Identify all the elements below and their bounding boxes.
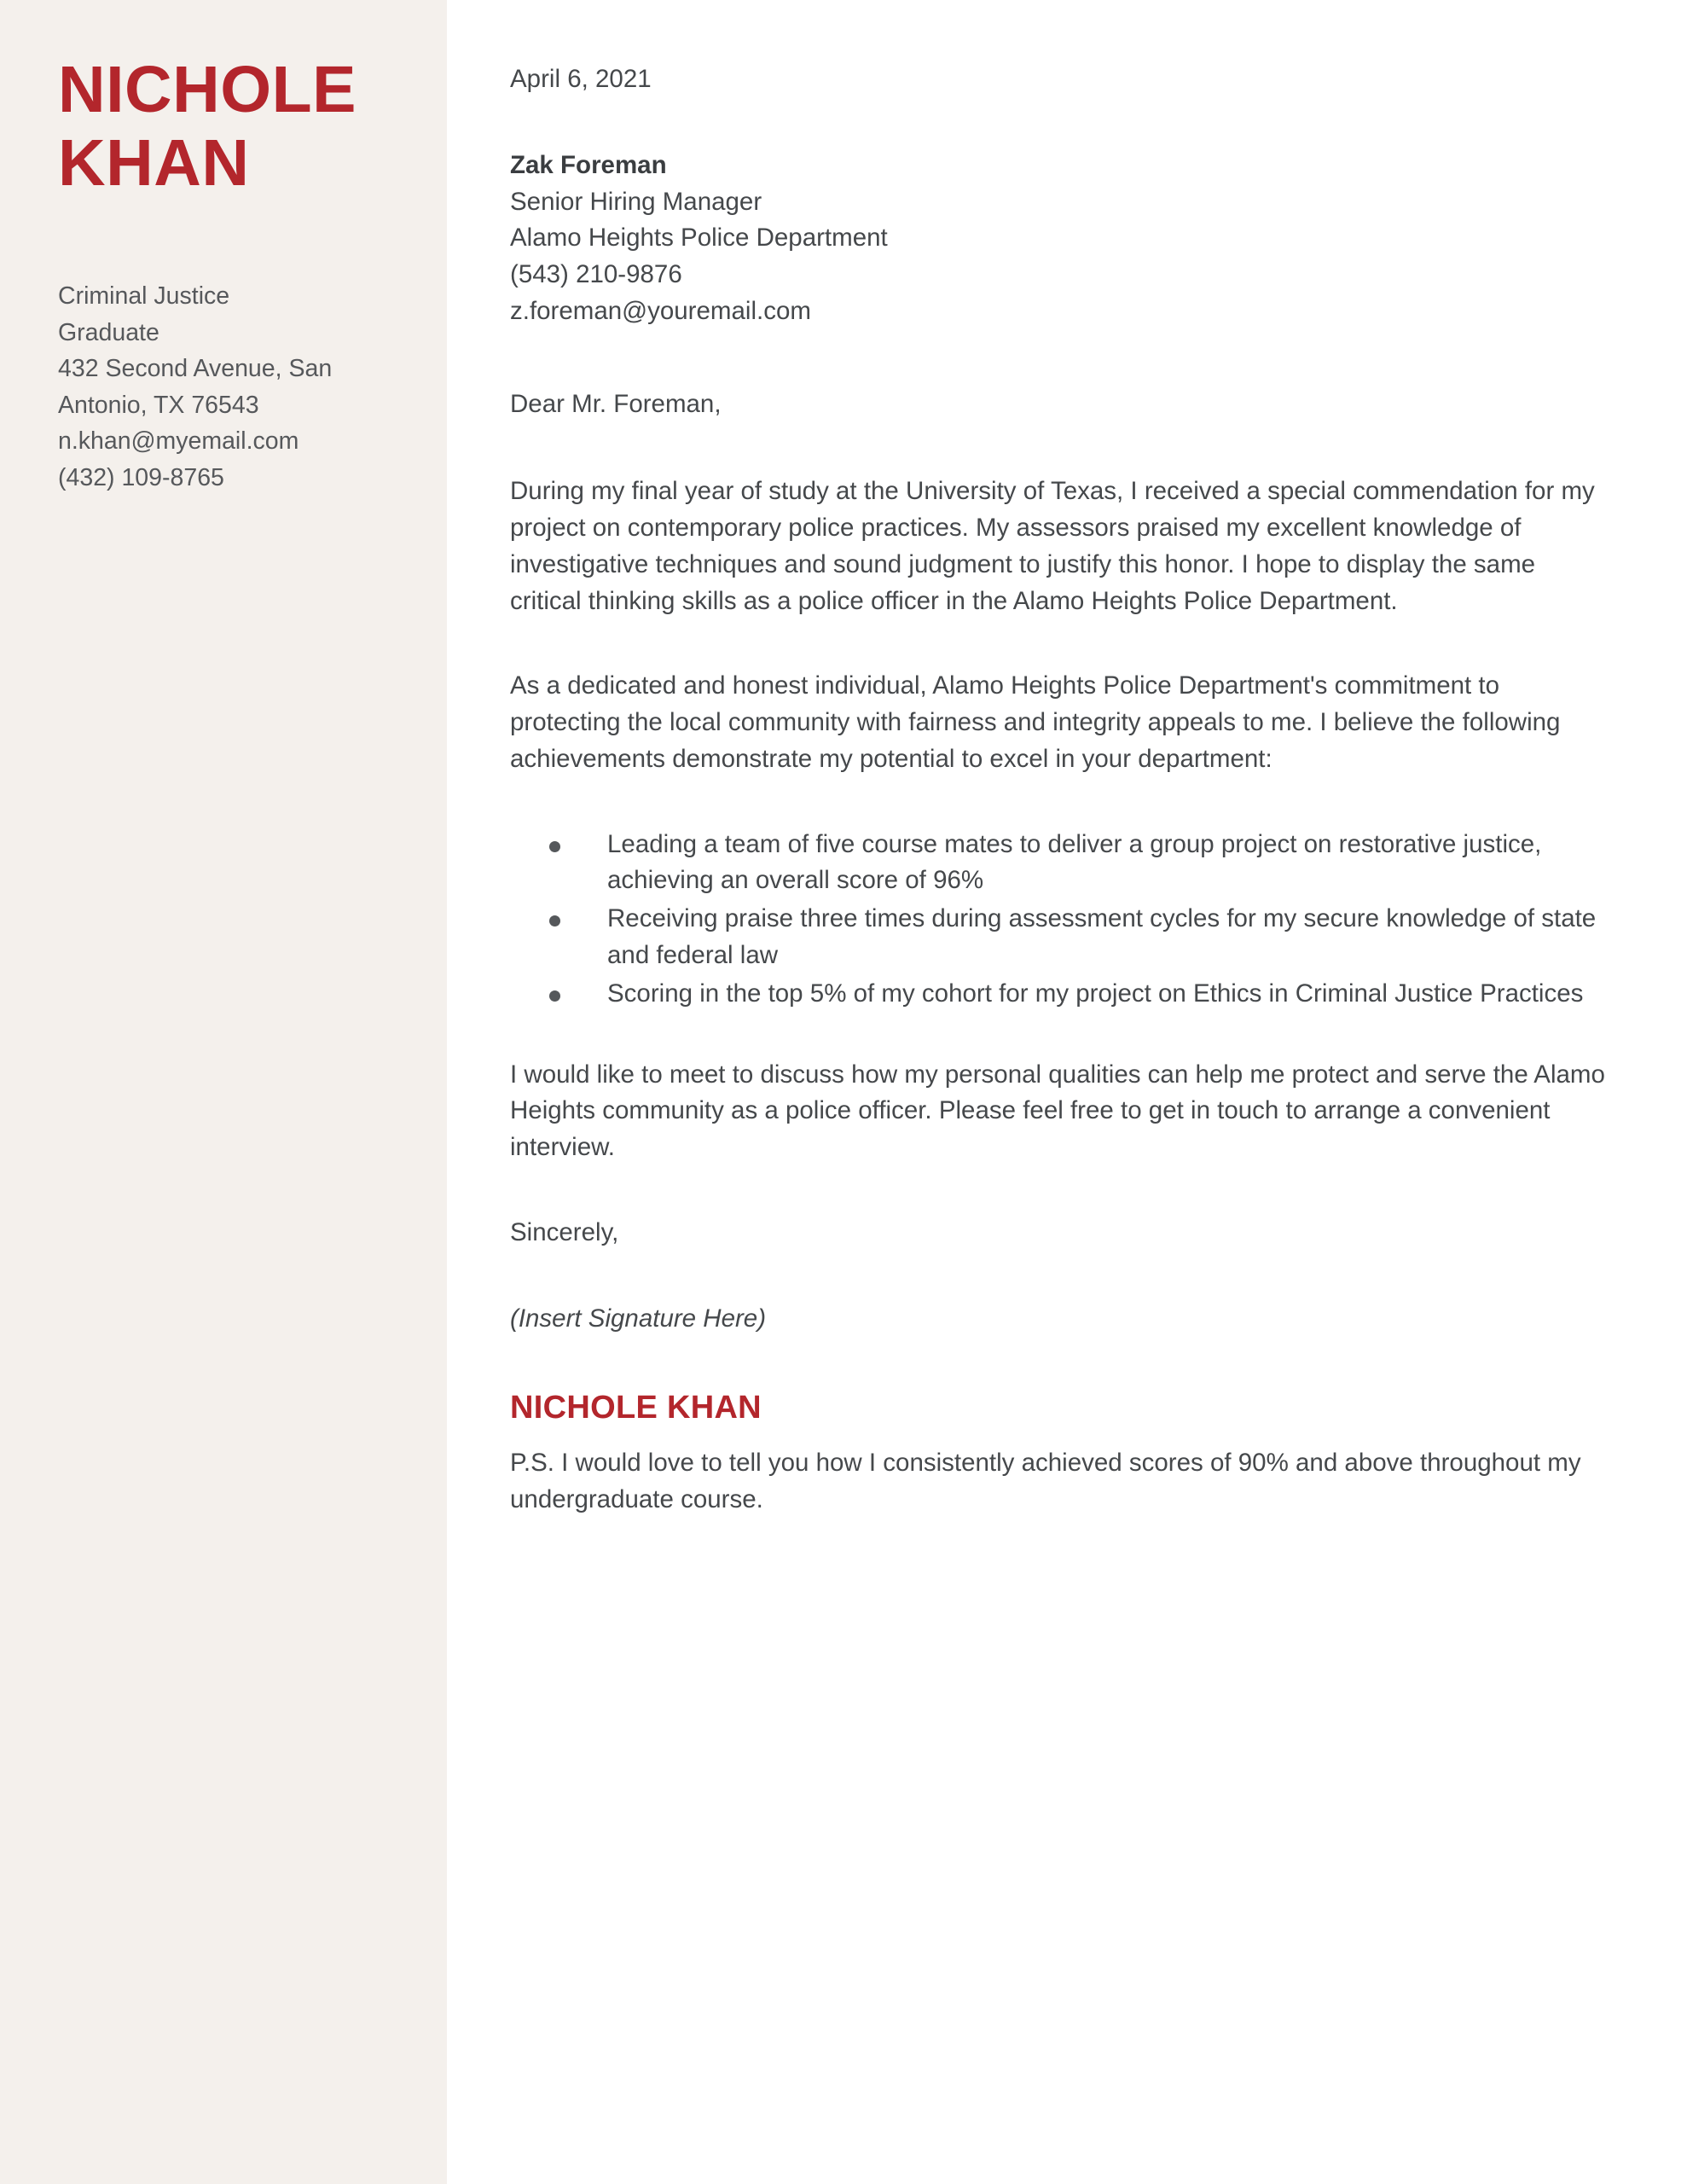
applicant-address-line-2: Antonio, TX 76543 xyxy=(58,391,259,419)
list-item xyxy=(510,827,1610,900)
applicant-title-line-2: Graduate xyxy=(58,318,159,346)
signoff-name: NICHOLE KHAN xyxy=(510,1390,762,1426)
recipient-name: Zak Foreman xyxy=(510,150,667,179)
bullet-icon xyxy=(549,915,560,926)
body-paragraph-1: During my final year of study at the University of Texas, I received a special commendation for my project on contemporary police practices. My assessors praised my excellent knowledge of investigative techniques and sound judgment to justify this honor. I hope to display the same critical thinking skills as a police officer in the Alamo Heights Police Department. xyxy=(510,477,1595,615)
list-item xyxy=(510,976,1610,1013)
applicant-phone: (432) 109-8765 xyxy=(58,463,224,491)
bullet-icon xyxy=(549,841,560,852)
applicant-name xyxy=(58,53,409,200)
applicant-last-name: KHAN xyxy=(58,126,250,200)
salutation: Dear Mr. Foreman, xyxy=(510,389,722,418)
achievement-text: Receiving praise three times during assessment cycles for my secure knowledge of state and federal law xyxy=(607,904,1597,970)
recipient-block xyxy=(510,148,1610,330)
achievement-text: Scoring in the top 5% of my cohort for my project on Ethics in Criminal Justice Practices xyxy=(607,979,1584,1008)
recipient-organization: Alamo Heights Police Department xyxy=(510,224,888,253)
achievement-text: Leading a team of five course mates to deliver a group project on restorative justice, achieving an overall score of 96% xyxy=(607,829,1542,895)
achievements-list xyxy=(510,827,1610,1013)
letter-date: April 6, 2021 xyxy=(510,65,652,93)
recipient-phone: (543) 210-9876 xyxy=(510,260,682,289)
applicant-address-line-1: 432 Second Avenue, San xyxy=(58,355,333,383)
list-item xyxy=(510,901,1610,974)
body-paragraph-2: As a dedicated and honest individual, Alamo Heights Police Department's commitment to protecting the local community with fairness and integrity appeals to me. I believe the following achievements demonstrate my potential to excel in your department: xyxy=(510,671,1561,773)
signoff-text: Sincerely, xyxy=(510,1217,619,1246)
bullet-icon xyxy=(549,990,560,1002)
recipient-email: z.foreman@youremail.com xyxy=(510,296,811,325)
signature-placeholder: (Insert Signature Here) xyxy=(510,1304,767,1333)
sidebar xyxy=(0,0,447,2184)
applicant-first-name: NICHOLE xyxy=(58,53,357,126)
applicant-contact-block xyxy=(58,278,409,496)
applicant-email: n.khan@myemail.com xyxy=(58,427,299,456)
postscript: P.S. I would love to tell you how I consistently achieved scores of 90% and above throughout my undergraduate course. xyxy=(510,1449,1581,1514)
letter-body xyxy=(510,61,1610,1519)
applicant-title-line-1: Criminal Justice xyxy=(58,282,230,311)
closing-paragraph: I would like to meet to discuss how my personal qualities can help me protect and serve the Alamo Heights community as a police officer. Please feel free to get in touch to arrange a convenient interview. xyxy=(510,1060,1605,1162)
recipient-title: Senior Hiring Manager xyxy=(510,187,762,216)
